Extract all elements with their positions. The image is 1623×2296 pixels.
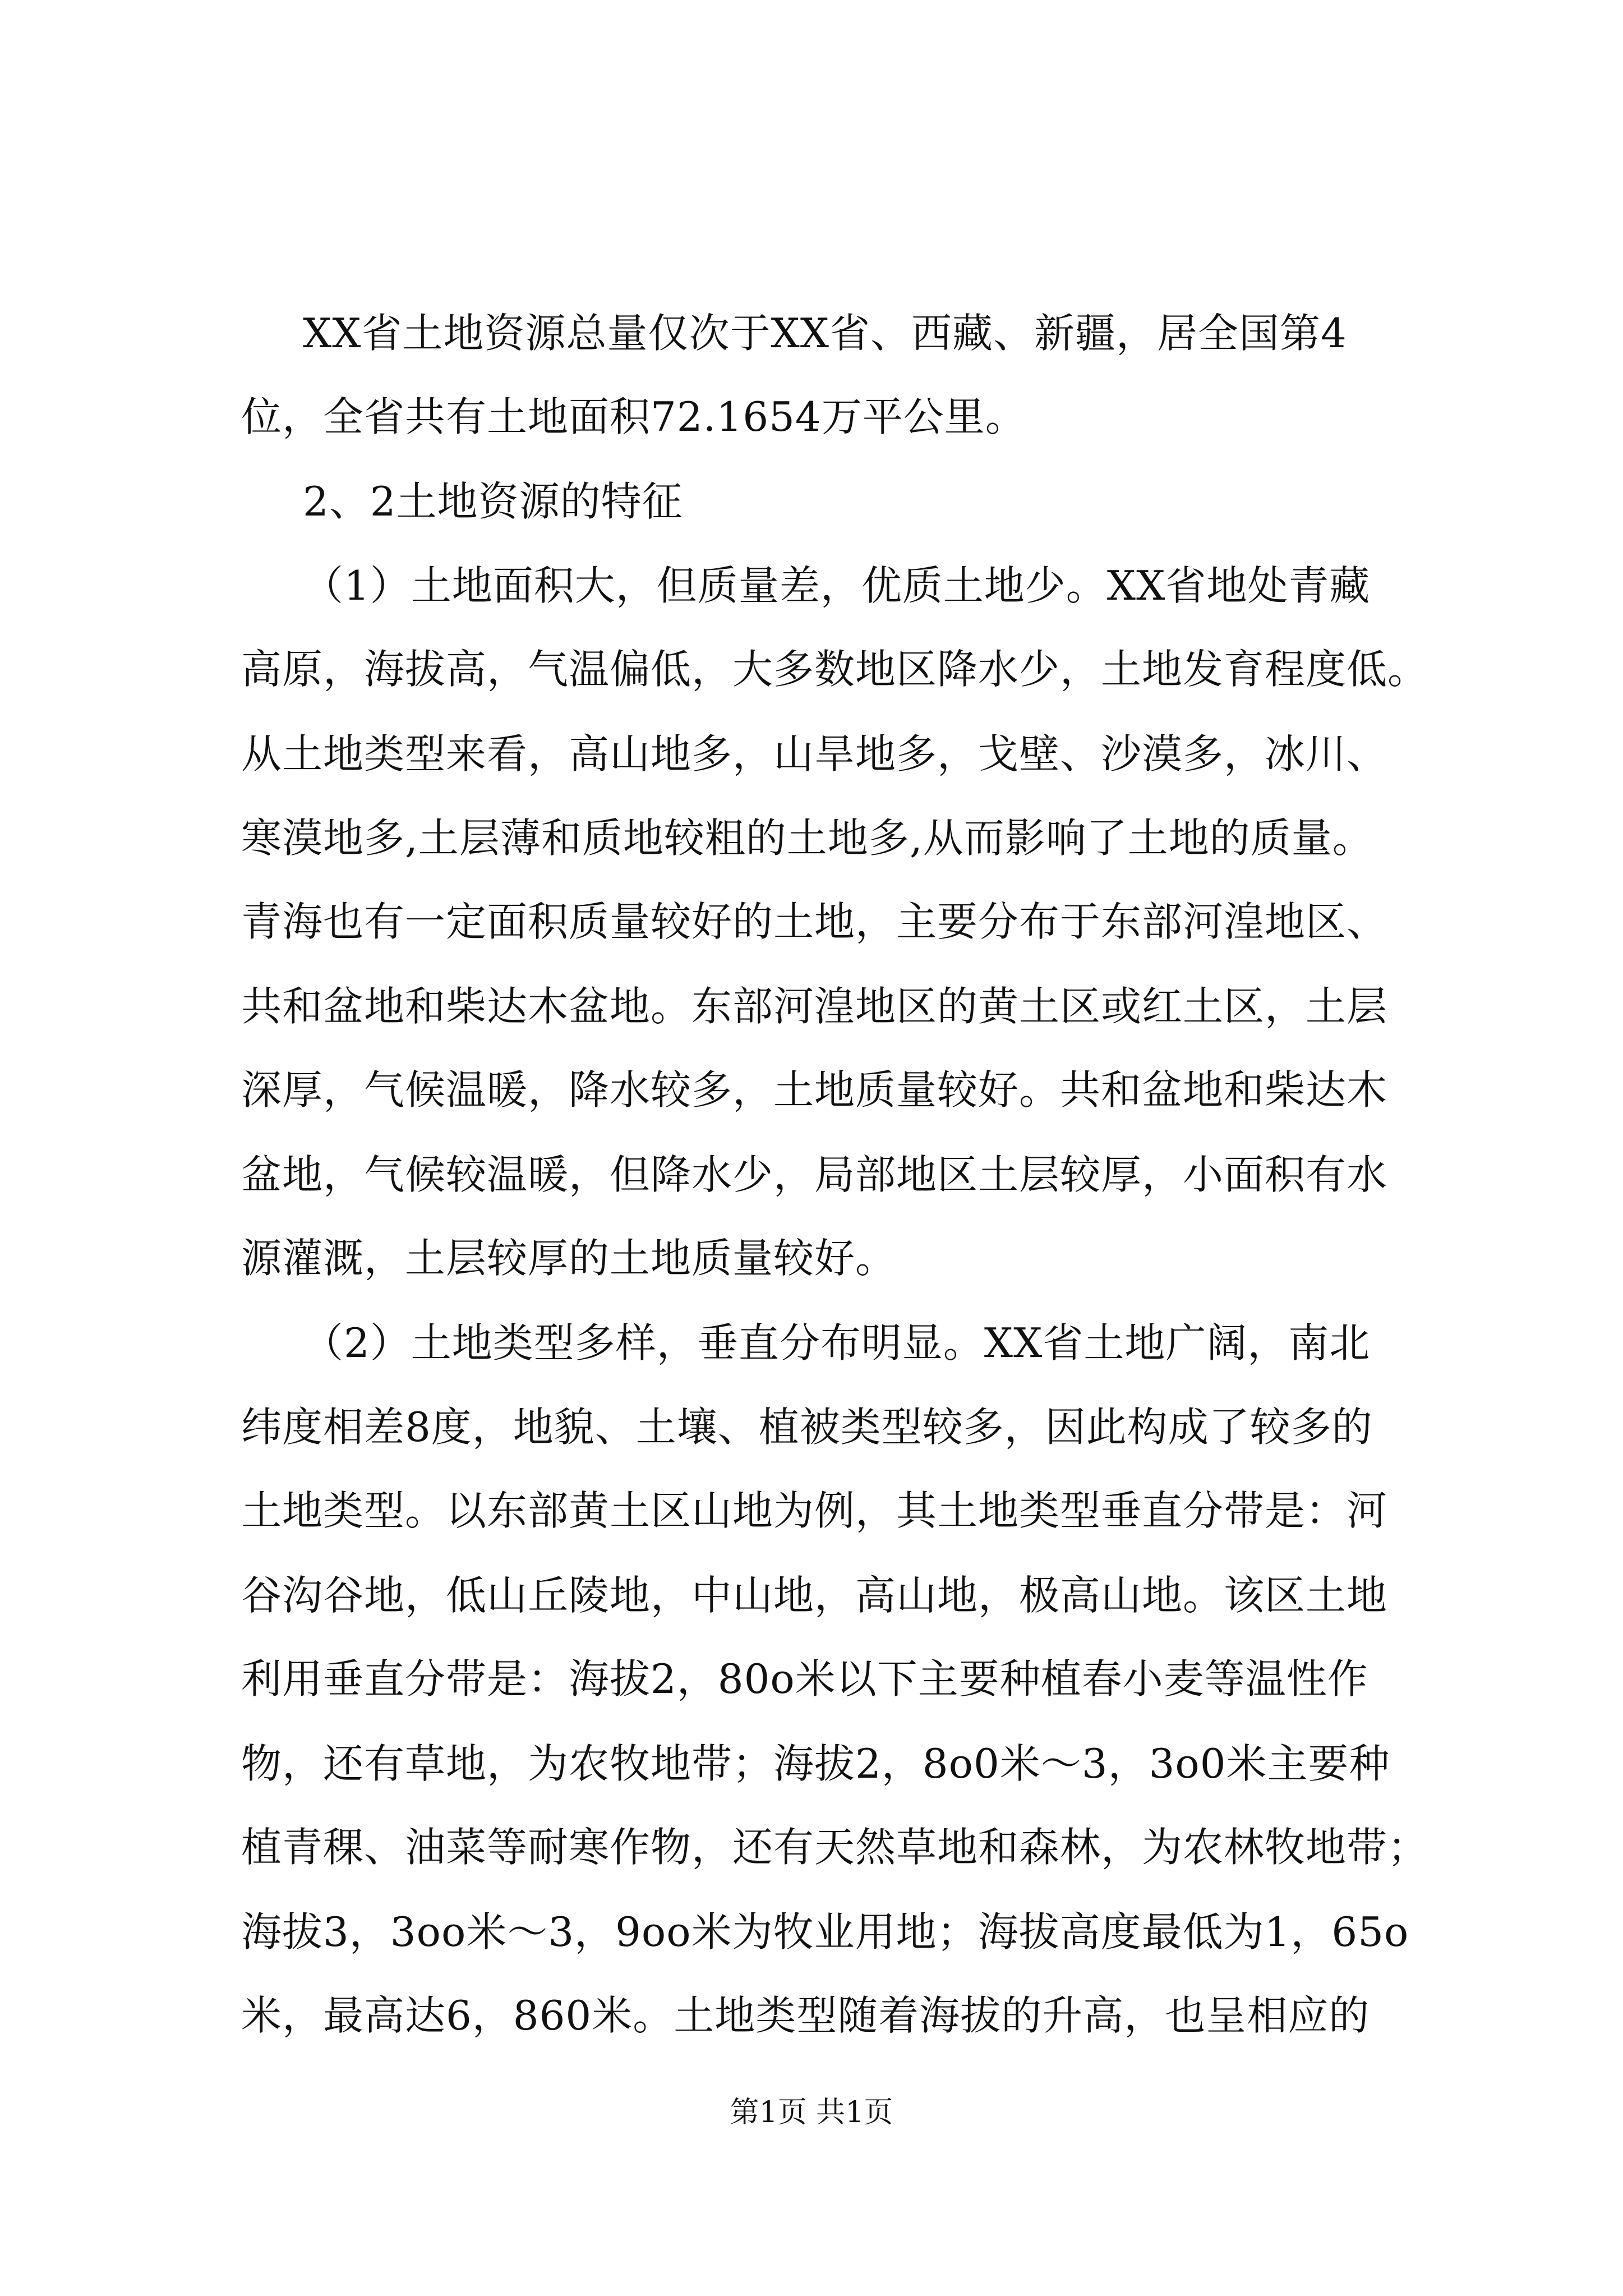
text-line-13: （2）土地类型多样，垂直分布明显。XX省土地广阔，南北: [303, 1319, 1371, 1366]
text-line-6: 从土地类型来看，高山地多，山旱地多，戈壁、沙漠多，冰川、: [241, 730, 1388, 777]
text-line-7: 寒漠地多,土层薄和质地较粗的土地多,从而影响了土地的质量。: [241, 815, 1373, 862]
page-footer: 第1页 共1页: [730, 2096, 893, 2129]
text-line-8: 青海也有一定面积质量较好的土地，主要分布于东部河湟地区、: [241, 898, 1388, 945]
text-line-12: 源灌溉，土层较厚的土地质量较好。: [241, 1235, 897, 1282]
section-heading: 2、2土地资源的特征: [303, 478, 683, 525]
text-line-15: 土地类型。以东部黄土区山地为例，其土地类型垂直分带是：河: [241, 1487, 1388, 1534]
text-line-19: 植青稞、油菜等耐寒作物，还有天然草地和森林，为农林牧地带；: [241, 1824, 1429, 1871]
text-line-9: 共和盆地和柴达木盆地。东部河湟地区的黄土区或红土区，土层: [241, 983, 1388, 1030]
text-line-10: 深厚，气候温暖，降水较多，土地质量较好。共和盆地和柴达木: [241, 1066, 1388, 1114]
text-line-4: （1）土地面积大，但质量差，优质土地少。XX省地处青藏: [303, 562, 1371, 609]
text-line-5: 高原，海拔高，气温偏低，大多数地区降水少，土地发育程度低。: [241, 646, 1429, 693]
text-line-2: 位，全省共有土地面积72.1654万平公里。: [241, 393, 1026, 440]
text-line-16: 谷沟谷地，低山丘陵地，中山地，高山地，极高山地。该区土地: [241, 1572, 1388, 1619]
text-line-11: 盆地，气候较温暖，但降水少，局部地区土层较厚，小面积有水: [241, 1151, 1388, 1198]
text-line-1: XX省土地资源总量仅次于XX省、西藏、新疆，居全国第4: [303, 310, 1347, 357]
text-line-20: 海拔3，3oo米～3，9oo米为牧业用地；海拔高度最低为1，65o: [241, 1908, 1409, 1955]
text-line-17: 利用垂直分带是：海拔2，80o米以下主要种植春小麦等温性作: [241, 1655, 1368, 1703]
text-line-18: 物，还有草地，为农牧地带；海拔2，8o0米～3，3o0米主要种: [241, 1740, 1390, 1787]
text-line-14: 纬度相差8度，地貌、土壤、植被类型较多，因此构成了较多的: [241, 1404, 1373, 1451]
text-line-21: 米，最高达6，860米。土地类型随着海拔的升高，也呈相应的: [241, 1992, 1370, 2039]
